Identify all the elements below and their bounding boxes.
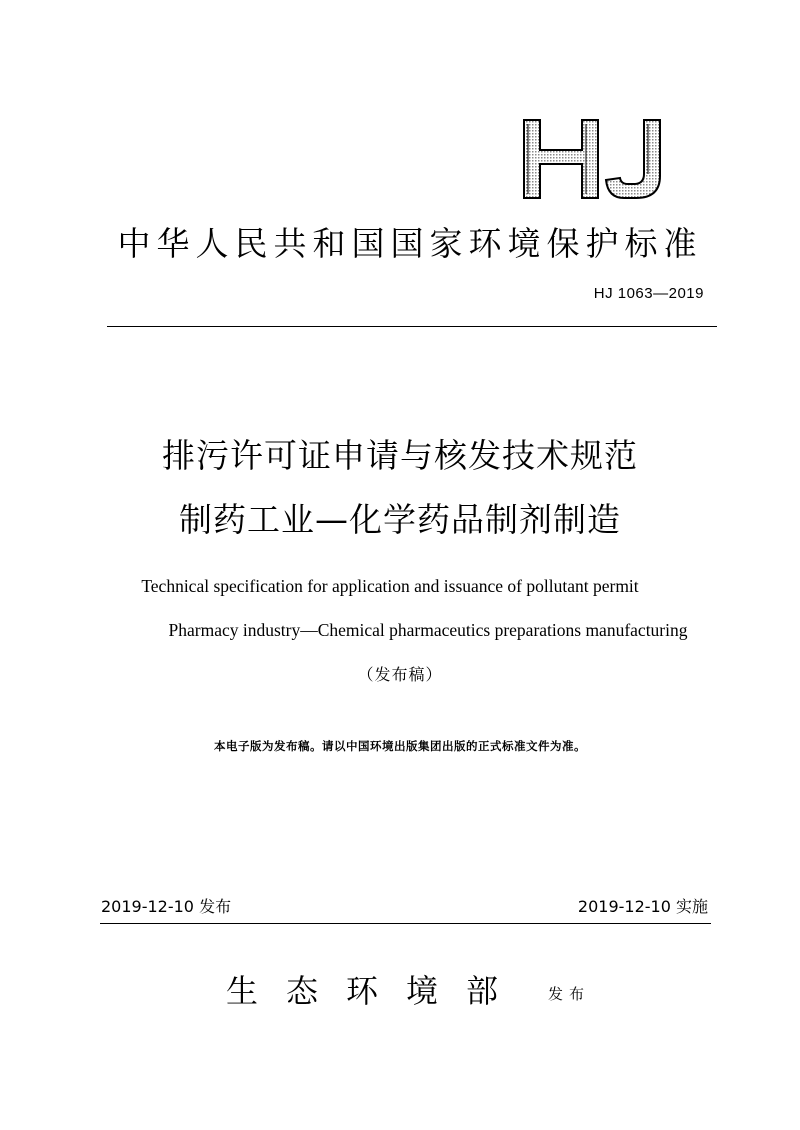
divider-top	[107, 326, 717, 327]
standard-code: HJ 1063—2019	[593, 285, 704, 302]
hj-logo	[520, 118, 670, 200]
issue-date: 2019-12-10 发布	[101, 897, 232, 916]
english-title-line2: Pharmacy industry—Chemical pharmaceutics preparations manufacturing	[168, 620, 688, 640]
standard-category-title: 中华人民共和国国家环境保护标准	[117, 224, 703, 263]
english-title-line1: Technical specification for application and issuance of pollutant permit	[141, 576, 639, 596]
main-title-line1: 排污许可证申请与核发技术规范	[162, 436, 638, 475]
draft-tag: （发布稿）	[357, 665, 443, 684]
main-title-line2: 制药工业—化学药品制剂制造	[179, 500, 621, 539]
publisher-name: 生态环境部	[226, 972, 527, 1010]
effective-date: 2019-12-10 实施	[577, 897, 708, 916]
publisher-suffix: 发布	[548, 985, 591, 1003]
divider-bottom	[100, 923, 711, 924]
electronic-version-notice: 本电子版为发布稿。请以中国环境出版集团出版的正式标准文件为准。	[214, 739, 586, 753]
